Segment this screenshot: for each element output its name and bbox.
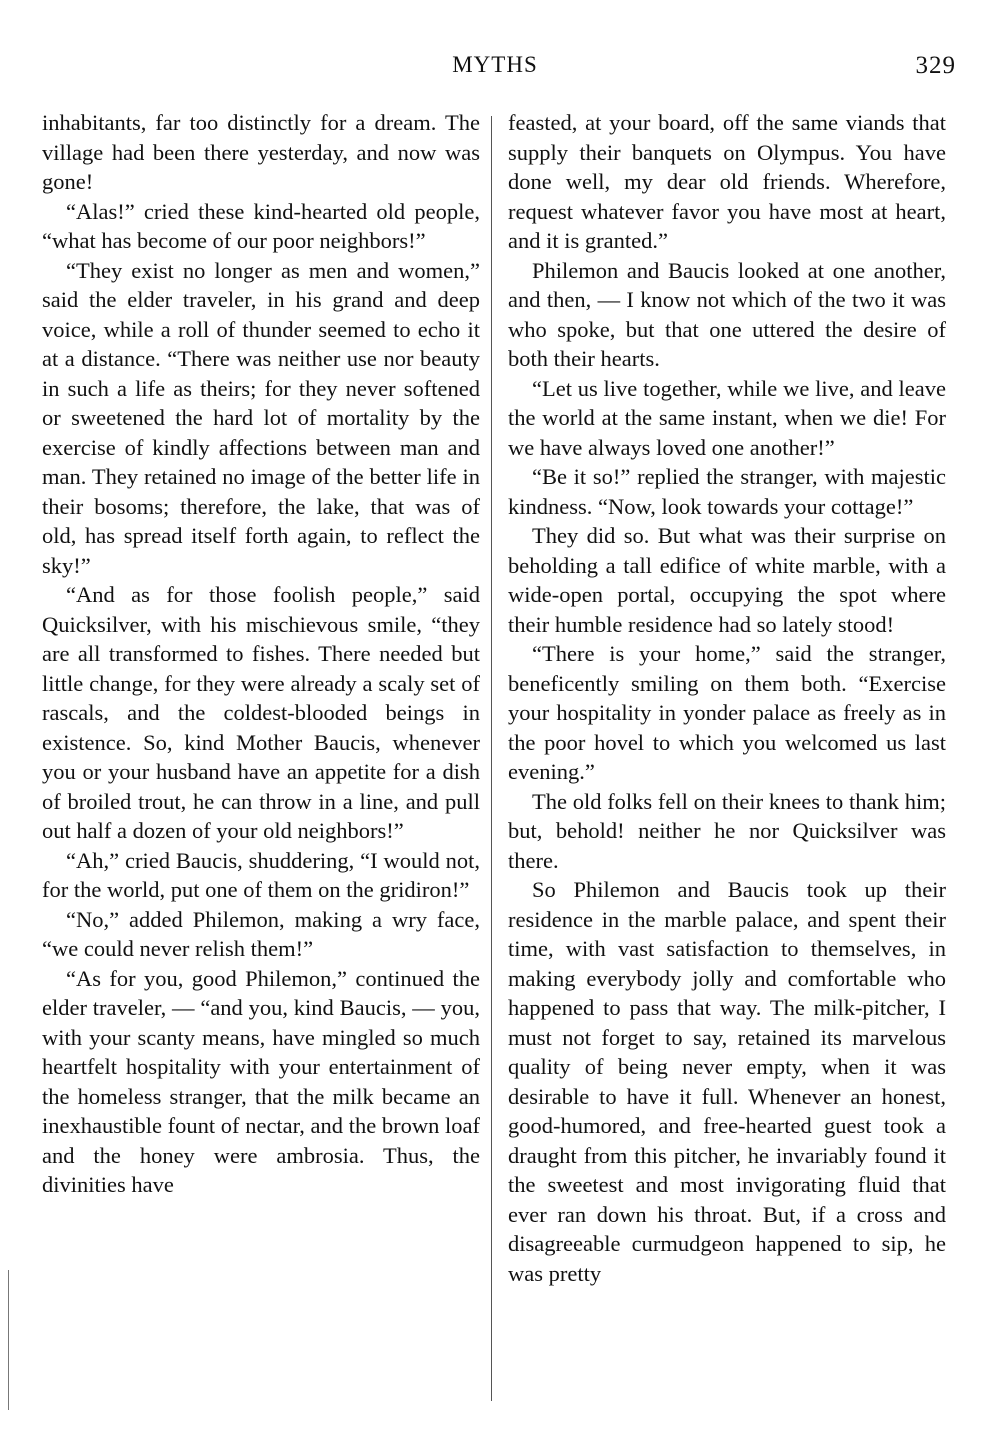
paragraph: “No,” added Philemon, making a wry face, “we could never relish them!” (42, 906, 480, 961)
paragraph: “Be it so!” replied the stranger, with majestic kindness. “Now, look towards your cottage!” (508, 464, 946, 519)
running-head (0, 52, 1000, 86)
right-column (508, 108, 946, 1288)
paragraph: They did so. But what was their surprise on beholding a tall edifice of white marble, with a wide-open portal, occupying the spot where their humble residence had so lately stood! (508, 523, 946, 637)
paragraph: “Let us live together, while we live, and leave the world at the same instant, when we die! For we have always loved one another!” (508, 375, 946, 460)
paragraph: “Alas!” cried these kind-hearted old people, “what has become of our poor neighbors!” (42, 198, 480, 253)
paragraph: inhabitants, far too distinctly for a dream. The village had been there yesterday, and now was gone! (42, 110, 480, 194)
margin-line (8, 1270, 9, 1410)
paragraph: Philemon and Baucis looked at one another, and then, — I know not which of the two it was who spoke, but that one uttered the desire of both their hearts. (508, 257, 946, 371)
paragraph: “And as for those foolish people,” said Quicksilver, with his mischievous smile, “they are all transformed to fishes. There needed but little change, for they were already a scaly set of rascals, and the coldest-blooded beings in existence. So, kind Mother Baucis, whenever you or your husband have an appetite for a dish of broiled trout, he can throw in a line, and pull out half a dozen of your old neighbors!” (42, 582, 480, 843)
paragraph: So Philemon and Baucis took up their residence in the marble palace, and spent their time, with vast satisfaction to themselves, in making everybody jolly and comfortable who happened to pass that way. The milk-pitcher, I must not forget to say, retained its marvelous quality of being never empty, when it was desirable to have it full. Whenever an honest, good-humored, and free-hearted guest took a draught from this pitcher, he invariably found it the sweetest and most invigorating fluid that ever ran down his throat. But, if a cross and disagreeable curmudgeon happened to sip, he was pretty (508, 877, 946, 1286)
paragraph: “There is your home,” said the stranger, beneficently smiling on them both. “Exercise your hospitality in yonder palace as freely as in the poor hovel to which you welcomed us last evening.” (508, 641, 946, 784)
running-title: MYTHS (452, 52, 538, 77)
paragraph: “Ah,” cried Baucis, shuddering, “I would not, for the world, put one of them on the gridiron!” (42, 847, 480, 902)
paragraph: “As for you, good Philemon,” continued the elder traveler, — “and you, kind Baucis, — you, with your scanty means, have mingled so much heartfelt hospitality with your entertainment of the homeless stranger, that the milk became an inexhaustible fount of nectar, and the brown loaf and the honey were ambrosia. Thus, the divinities have (42, 965, 480, 1197)
paragraph: “They exist no longer as men and women,” said the elder traveler, in his grand and deep voice, while a roll of thunder seemed to echo it at a distance. “There was neither use nor beauty in such a life as theirs; for they never softened or sweetened the hard lot of mortality by the exercise of kindly affections between man and man. They retained no image of the better life in their bosoms; therefore, the lake, that was of old, has spread itself forth again, to reflect the sky!” (42, 257, 480, 578)
paragraph: feasted, at your board, off the same viands that supply their banquets on Olympus. You have done well, my dear old friends. Wherefore, request whatever favor you have most at heart, and it is granted.” (508, 110, 946, 253)
left-column (42, 108, 480, 1200)
column-divider (491, 116, 492, 1401)
paragraph: The old folks fell on their knees to thank him; but, behold! neither he nor Quicksilver was there. (508, 788, 946, 873)
page-number: 329 (915, 52, 956, 79)
